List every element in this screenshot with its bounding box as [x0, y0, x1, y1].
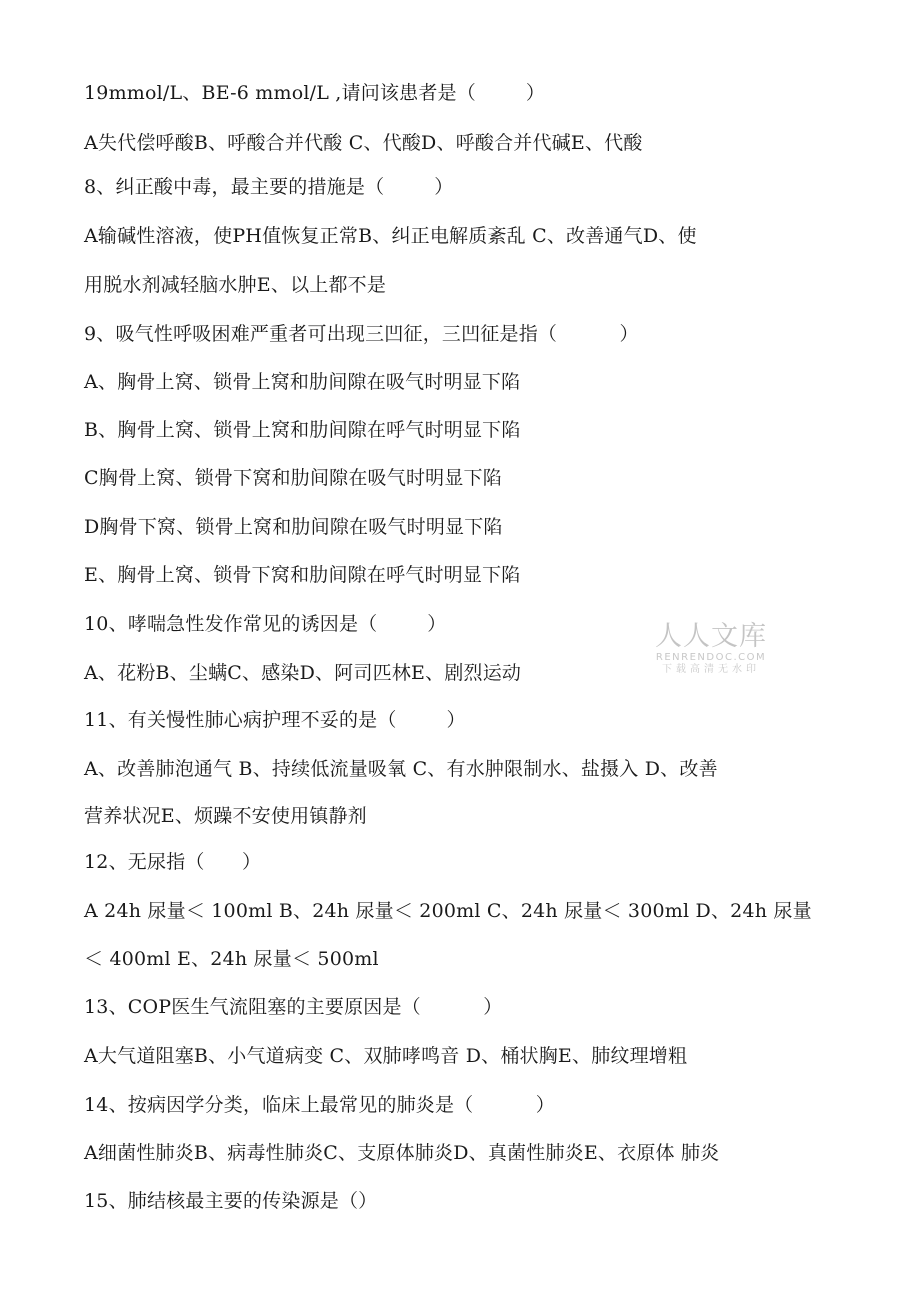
question-13: 13、COP医生气流阻塞的主要原因是（ ） [84, 996, 503, 1018]
text-line-4: A输碱性溶液，使PH值恢复正常B、纠正电解质紊乱 C、改善通气D、使 [84, 225, 697, 247]
text-line-2: A失代偿呼酸B、呼酸合并代酸 C、代酸D、呼酸合并代碱E、代酸 [84, 132, 643, 154]
text-line-9: C胸骨上窝、锁骨下窝和肋间隙在吸气时明显下陷 [84, 467, 502, 489]
text-line-16: 营养状况E、烦躁不安使用镇静剂 [84, 805, 367, 827]
watermark-title: 人人文库 [655, 621, 767, 652]
question-8: 8、纠正酸中毒，最主要的措施是（ ） [84, 176, 454, 198]
watermark-subtitle: 下载高清无水印 [662, 664, 760, 675]
question-10: 10、哮喘急性发作常见的诱因是（ ） [84, 613, 447, 635]
watermark [646, 622, 776, 676]
text-line-5: 用脱水剂减轻脑水肿E、以上都不是 [84, 274, 387, 296]
text-line-11: E、胸骨上窝、锁骨下窝和肋间隙在呼气时明显下陷 [84, 564, 521, 586]
question-14: 14、按病因学分类，临床上最常见的肺炎是（ ） [84, 1094, 555, 1116]
text-line-13: A、花粉B、尘螨C、感染D、阿司匹林E、剧烈运动 [84, 662, 522, 684]
text-line-7: A、胸骨上窝、锁骨上窝和肋间隙在吸气时明显下陷 [84, 371, 521, 393]
question-11: 11、有关慢性肺心病护理不妥的是（ ） [84, 709, 466, 731]
text-line-21: A大气道阻塞B、小气道病变 C、双肺哮鸣音 D、桶状胸E、肺纹理增粗 [84, 1045, 688, 1067]
text-line-15: A、改善肺泡通气 B、持续低流量吸氧 C、有水肿限制水、盐摄入 D、改善 [84, 758, 718, 780]
text-line-18: A 24h 尿量＜ 100ml B、24h 尿量＜ 200ml C、24h 尿量＜ 300ml D、24h 尿量 [84, 900, 812, 922]
text-line-10: D胸骨下窝、锁骨上窝和肋间隙在吸气时明显下陷 [84, 516, 503, 538]
question-9: 9、吸气性呼吸困难严重者可出现三凹征，三凹征是指（ ） [84, 323, 639, 345]
watermark-domain: RENRENDOC.COM [655, 652, 767, 663]
text-line-19: ＜ 400ml E、24h 尿量＜ 500ml [84, 948, 379, 970]
question-15: 15、肺结核最主要的传染源是（） [84, 1190, 378, 1212]
text-line-1: 19mmol/L、BE-6 mmol/L ,请问该患者是（ ） [84, 82, 546, 104]
text-line-8: B、胸骨上窝、锁骨上窝和肋间隙在呼气时明显下陷 [84, 419, 521, 441]
question-12: 12、无尿指（ ） [84, 851, 262, 873]
text-line-23: A细菌性肺炎B、病毒性肺炎C、支原体肺炎D、真菌性肺炎E、衣原体 肺炎 [84, 1142, 720, 1164]
